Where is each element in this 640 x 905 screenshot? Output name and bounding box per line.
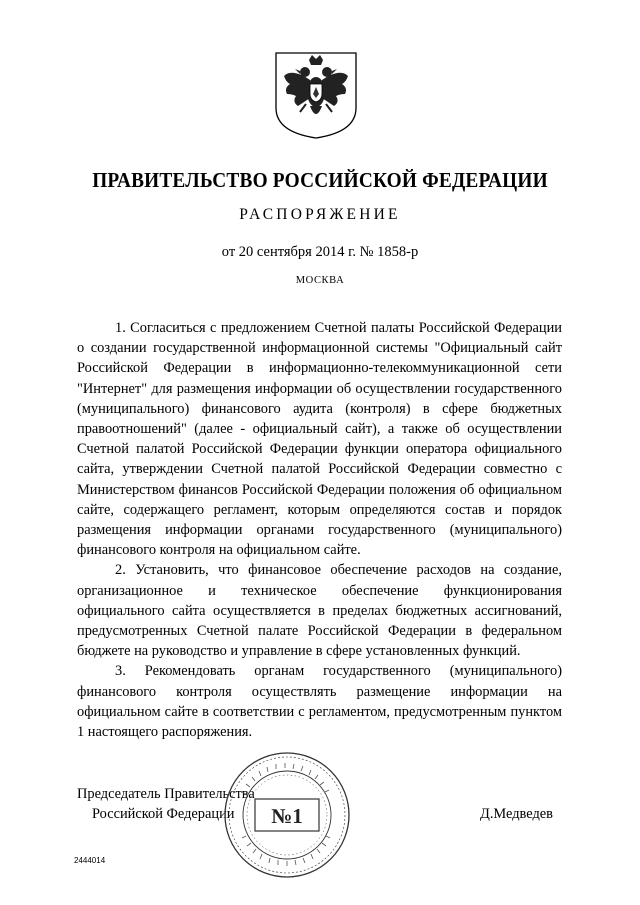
coat-of-arms-emblem <box>272 50 360 140</box>
stamp-number: №1 <box>271 804 303 828</box>
paragraph-3: 3. Рекомендовать органам государственного (муниципального) финансового контроля осуществлять размещение информации на официальном сайте в соответствии с регламентом, предусмотренным пунктом 1 настоящего распоряжения. <box>77 663 562 741</box>
russian-coat-of-arms-icon <box>272 50 360 140</box>
document-type: РАСПОРЯЖЕНИЕ <box>239 206 401 223</box>
government-title: ПРАВИТЕЛЬСТВО РОССИЙСКОЙ ФЕДЕРАЦИИ <box>92 168 548 192</box>
signatory-name: Д.Медведев <box>480 806 553 822</box>
registration-number: 2444014 <box>74 856 106 865</box>
paragraph-1: 1. Согласиться с предложением Счетной палаты Российской Федерации о создании государственной информационной системы "Официальный сайт Российской Федерации в информационно-телекоммуникационной сети "Интернет" для размещения информации об осуществлении государственного (муниципального) финансового аудита (контроля) в сфере бюджетных правоотношений" (далее - официальный сайт), а также об осуществлении Счетной палатой Российской Федерации функции оператора официального сайта, утверждении Счетной палатой Российской Федерации совместно с Министерством финансов Российской Федерации положения об официальном сайте, содержащего регламент, которым определяются состав и порядок размещения информации органами государственного (муниципального) финансового контроля на официальном сайте. <box>77 320 562 559</box>
paragraph-2: 2. Установить, что финансовое обеспечение расходов на создание, организационное и техническое обеспечение функционирования официального сайта осуществляется в пределах бюджетных ассигнований, предусмотренных Счетной палате Российской Федерации в федеральном бюджете на руководство и управление в сфере установленных функций. <box>77 562 562 660</box>
official-seal-stamp-icon <box>222 750 352 880</box>
document-body <box>77 318 562 742</box>
signatory-title-line2: Российской Федерации <box>92 806 235 822</box>
document-date-number: от 20 сентября 2014 г. № 1858-р <box>221 244 419 260</box>
signatory-title-line1: Председатель Правительства <box>77 786 255 802</box>
document-city: МОСКВА <box>295 275 345 286</box>
